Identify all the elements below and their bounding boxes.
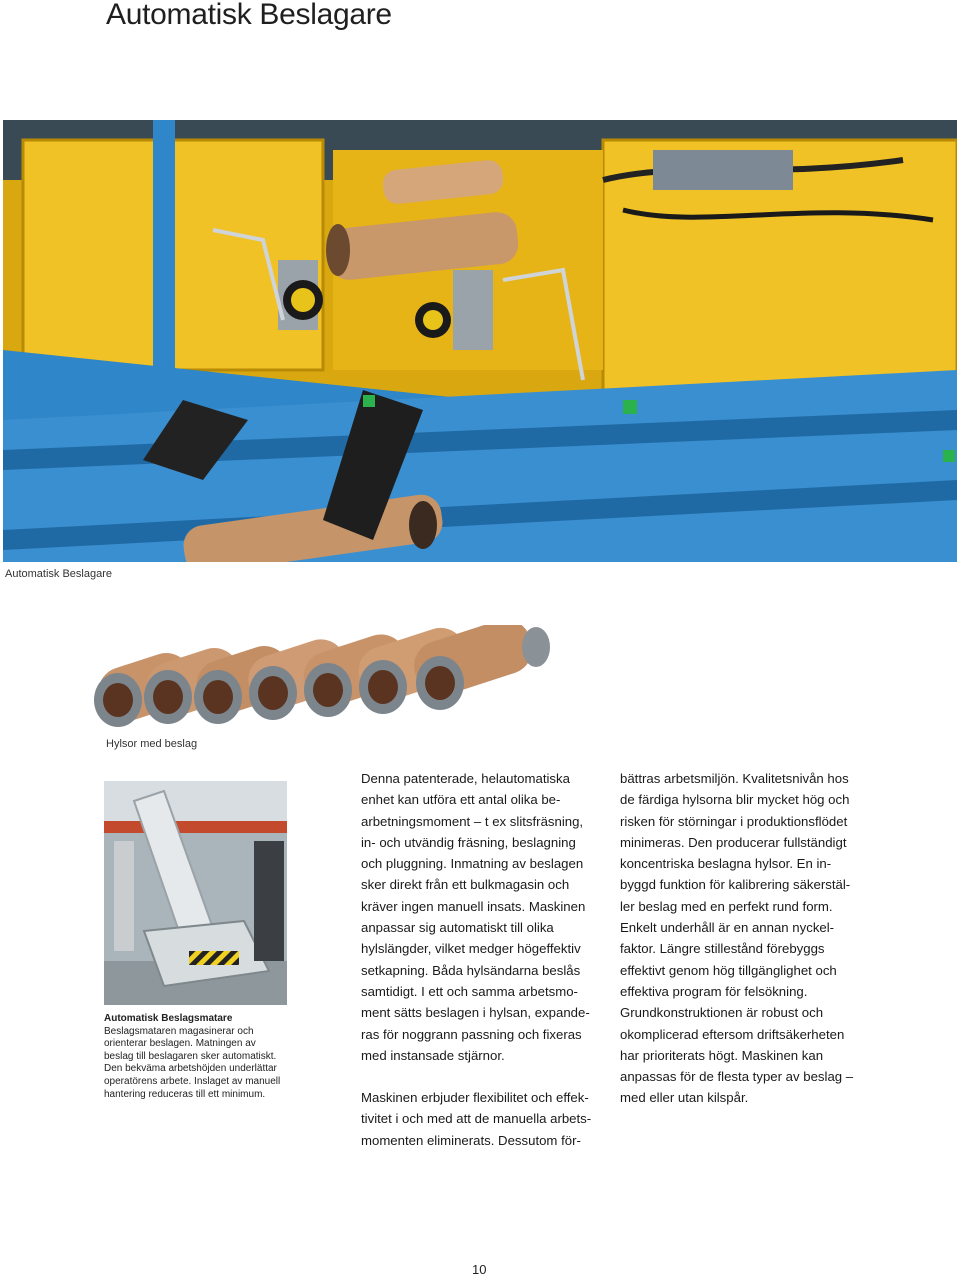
machine-photo (3, 120, 957, 562)
text-line: in- och utvändig fräsning, beslagning (361, 834, 576, 850)
text-line: med eller utan kilspår. (620, 1090, 749, 1106)
text-line: de färdiga hylsorna blir mycket hög och (620, 792, 850, 808)
tubes-photo (88, 625, 558, 735)
text-line: Enkelt underhåll är en annan nyckel- (620, 920, 835, 936)
conveyor-photo (104, 781, 287, 1005)
text-line: momenten eliminerats. Dessutom för- (361, 1132, 581, 1148)
text-line: har prioriterats högt. Maskinen kan (620, 1047, 824, 1063)
text-line: bättras arbetsmiljön. Kvalitetsnivån hos (620, 771, 849, 786)
text-line: okomplicerad eftersom driftsäkerheten (620, 1026, 845, 1042)
text-line: enhet kan utföra ett antal olika be- (361, 792, 561, 808)
text-line: anpassas för de flesta typer av beslag – (620, 1069, 854, 1085)
text-line: setkapning. Båda hylsändarna beslås (361, 962, 581, 978)
text-line: faktor. Längre stillestånd förebyggs (620, 941, 825, 957)
text-line: kräver ingen manuell insats. Maskinen (361, 898, 586, 914)
text-line: Maskinen erbjuder flexibilitet och effek- (361, 1090, 589, 1106)
text-line: ler beslag med en perfekt rund form. (620, 898, 833, 914)
text-line: samtidigt. I ett och samma arbetsmo- (361, 983, 578, 999)
text-line: ment sätts beslagen i hylsan, expande- (361, 1005, 590, 1021)
caption-line: Den bekväma arbetshöjden underlättar (104, 1063, 277, 1075)
caption-line: operatörens arbete. Inslaget av manuell (104, 1075, 281, 1087)
text-line: och pluggning. Inmatning av beslagen (361, 856, 584, 872)
body-column-2 (620, 768, 853, 1109)
caption-heading: Automatisk Beslagsmatare (104, 1013, 233, 1024)
caption-line: hantering reduceras till ett minimum. (104, 1088, 266, 1100)
text-line: hylslängder, vilket medger högeffektiv (361, 941, 581, 957)
text-line: minimeras. Den producerar fullständigt (620, 834, 847, 850)
page-number: 10 (472, 1262, 487, 1277)
page-title: Automatisk Beslagare (106, 0, 392, 31)
paragraph-gap (361, 1066, 591, 1087)
text-line: Grundkonstruktionen är robust och (620, 1005, 824, 1021)
caption-line: beslag till beslagaren sker automatiskt. (104, 1050, 277, 1062)
text-line: byggd funktion för kalibrering säkerstäl- (620, 877, 851, 893)
text-line: Denna patenterade, helautomatiska (361, 771, 570, 786)
text-line: effektiva program för felsökning. (620, 983, 808, 999)
text-line: koncentriska beslagna hylsor. En in- (620, 856, 832, 872)
conveyor-photo-caption (104, 1013, 304, 1101)
text-line: ras för noggrann passning och fixeras (361, 1026, 582, 1042)
text-line: anpassar sig automatiskt till olika (361, 920, 554, 936)
machine-photo-caption: Automatisk Beslagare (5, 568, 112, 580)
caption-line: Beslagsmataren magasinerar och (104, 1025, 254, 1037)
tubes-photo-caption: Hylsor med beslag (106, 738, 198, 750)
text-line: sker direkt från ett bulkmagasin och (361, 877, 570, 893)
caption-line: orienterar beslagen. Matningen av (104, 1038, 256, 1050)
body-column-1 (361, 768, 591, 1151)
text-line: effektivt genom hög tillgänglighet och (620, 962, 837, 978)
text-line: tivitet i och med att de manuella arbets- (361, 1111, 592, 1127)
text-line: risken för störningar i produktionsflödet (620, 813, 848, 829)
text-line: arbetningsmoment – t ex slitsfräsning, (361, 813, 584, 829)
text-line: med instansade stjärnor. (361, 1047, 505, 1063)
